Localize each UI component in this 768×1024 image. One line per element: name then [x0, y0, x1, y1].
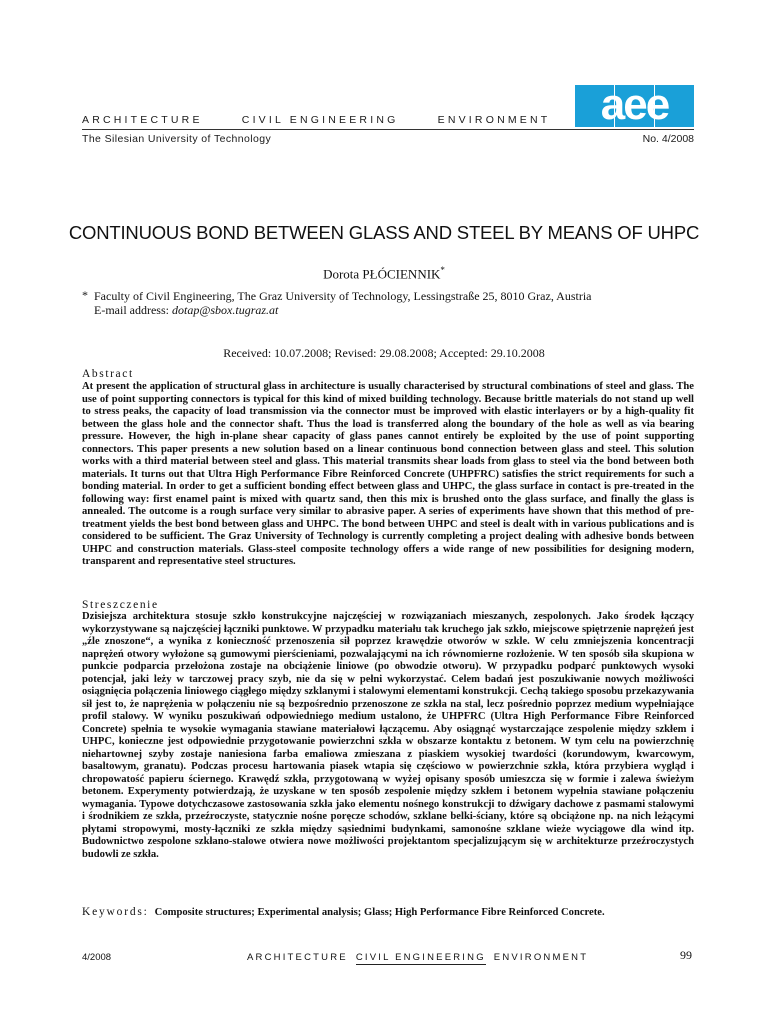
keywords-label: Keywords: — [82, 906, 149, 918]
affiliation-mark: * — [82, 288, 88, 302]
journal-name — [82, 114, 583, 126]
affiliation — [82, 289, 592, 317]
logo-text: aee — [600, 85, 669, 127]
journal-word-architecture: ARCHITECTURE — [82, 114, 203, 126]
footer-word-architecture: ARCHITECTURE — [247, 952, 348, 963]
streszczenie-text: Dzisiejsza architektura stosuje szkło konstrukcyjne najczęściej w rozwiązaniach mieszanych, zespolonych. Jako środek łączący wykorzystywane są najczęściej łączniki punktowe. W przypadku materiału tak kruchego jak szkło, miejscowe spiętrzenie naprężeń jest „źle znoszone“, a wynika z konieczność przenoszenia sił poprzez krawędzie otworów w szkle. W celu zmniejszenia koncentracji naprężeń otwory wyłożone są gumowymi pierścieniami, pozwalającymi na ich równomierne rozłożenie. W ten sposób siła skupiona w punkcie podparcia przełożona zostaje na obciążenie liniowe (po obwodzie otworu). W przypadku podparć punktowych wysoki potencjał, jaki leży w tarczowej pracy szyb, nie da się w pełni wykorzystać. Celem badań jest poszukiwanie nowych możliwości osiągnięcia połączenia liniowego ciągłego między szklanymi i stalowymi elementami konstrukcji. Cechą takiego sposobu przekazywania sił jest to, że naprężenia w połączeniu nie są bezpośrednio przenoszone ze szkła na stal, lecz pośrednio poprzez medium wypełniające profil stalowy. W wyniku poszukiwań odpowiedniego medium ustalono, że UHPFRC (Ultra High Performance Fibre Reinforced Concrete) spełnia te wysokie wymagania stawiane materiałowi łączącemu. Aby osiągnąć wystarczające zespolenie między szkłem i UHPC, konieczne jest odpowiednie przygotowanie powierzchni szkła w obszarze kontaktu z betonem. W tym celu na powierzchnię niehartownej szyby zostaje naniesiona farba emaliowa zmieszana z piaskiem wysokiej twardości (korundowym, kwarcowym, basaltowym, granatu). Podczas procesu hartowania piasek wtapia się częściowo w powierzchnie szkła, która przybiera wygląd i chropowatość papieru ściernego. Krawędź szkła, przygotowaną w wyżej opisany sposób umieszcza się w formie i zalewa świeżym betonem. Experymenty potwierdzają, że uzyskane w ten sposób zespolenie między szkłem i betonem wypełnia stawiane połączeniu wymagania. Typowe dotychczasowe zastosowania szkła jako elementu nośnego konstrukcji to dźwigary dachowe z pasmami stalowymi i środnikiem ze szkła, przeźroczyste, statycznie nośne poręcze schodów, szklane belki-ściany, które są obciążone np. na nich leżącymi płytami stropowymi, mosty-łączniki ze szkła między sąsiednimi budynkami, samonośne szklane wieże wyciągowe dla wind itp. Budownictwo zespolone szkłano-stalowe otwiera nowe możliwości projektantom specjalizującym się w architekturze przeźroczystych budowli ze szkła. — [82, 611, 694, 860]
keywords-text: Composite structures; Experimental analysis; Glass; High Performance Fibre Reinforced Concrete. — [154, 907, 605, 918]
journal-word-civil-engineering: CIVIL ENGINEERING — [241, 114, 399, 126]
abstract-heading: Abstract — [82, 368, 134, 380]
aee-logo — [575, 85, 694, 127]
author-mark: * — [440, 265, 445, 275]
author-line — [0, 265, 768, 282]
footer-word-civil-engineering: CIVIL ENGINEERING — [355, 952, 486, 963]
affiliation-text: Faculty of Civil Engineering, The Graz University of Technology, Lessingstraße 25, 8010 Graz, Austria — [94, 289, 592, 303]
author-name: Dorota PŁÓCIENNIK — [323, 266, 441, 282]
university-name: The Silesian University of Technology — [82, 133, 272, 145]
email-label: E-mail address: — [94, 303, 172, 317]
article-title: CONTINUOUS BOND BETWEEN GLASS AND STEEL BY MEANS OF UHPC — [68, 222, 700, 243]
journal-word-environment: ENVIRONMENT — [437, 114, 551, 126]
keywords — [82, 906, 605, 918]
streszczenie-heading: Streszczenie — [82, 599, 159, 611]
email-address[interactable]: dotap@sbox.tugraz.at — [171, 303, 279, 317]
email-line — [94, 303, 592, 317]
page-number: 99 — [680, 948, 692, 962]
footer-issue: 4/2008 — [82, 952, 112, 963]
abstract-text: At present the application of structural glass in architecture is usually characterised by structural combinations of steel and glass. The use of point supporting connectors is typical for this kind of mixed building technology. Because brittle materials do not stand up well to stress peaks, the capacity of load transmission via the connector must be improved with elastic interlayers or by a high-quality fit between the glass hole and the connector shaft. Thus the load is transferred along the boundary of the hole as well as via bearing pressure. However, the high in-plane shear capacity of glass panes cannot entirely be exploited by the use of point supporting connectors. This paper presents a new solution based on a linear continuous bond connection between glass and steel. This solution works with a third material between steel and glass. This material transmits shear loads from glass to steel via the bond between both materials. It turns out that Ultra High Performance Fibre Reinforced Concrete (UHPFRC) satisfies the strict requirements for such a bonding material. In order to get a sufficient bonding effect between glass and UHPC, the glass surface in contact is pre-treated in the following way: first enamel paint is mixed with quartz sand, then this mix is brushed onto the glass surface, and finally the glass is annealed. The outcome is a rough surface very similar to abrasive paper. A series of experiments have shown that this method of pre-treatment yields the best bond between glass and UHPC. The bond between UHPC and steel is dealt with in various publications and is considered to be sufficient. The Graz University of Technology is currently completing a project dealing with adhesive bonds between UHPC and construction materials. Glass-steel composite technology offers a wide range of new possibilities for designing modern, transparent and representative steel structures. — [82, 381, 694, 567]
footer-journal — [247, 952, 588, 963]
header-rule — [82, 129, 694, 130]
received-dates: Received: 10.07.2008; Revised: 29.08.2008; Accepted: 29.10.2008 — [223, 346, 545, 360]
footer-word-environment: ENVIRONMENT — [493, 952, 589, 963]
issue-number: No. 4/2008 — [642, 133, 694, 145]
